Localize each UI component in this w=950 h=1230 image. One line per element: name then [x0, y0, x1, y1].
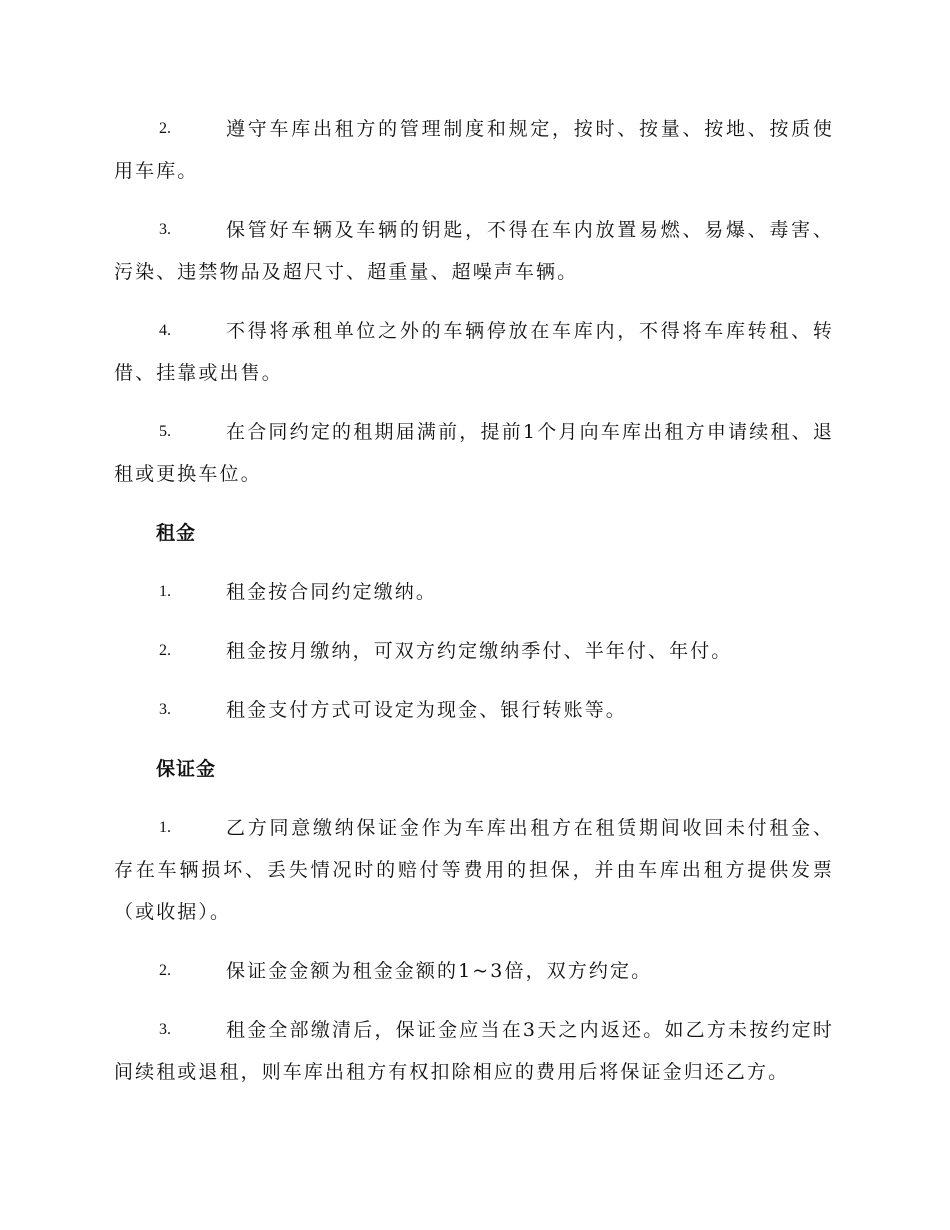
list-item — [114, 807, 834, 933]
item-text: 租金支付方式可设定为现金、银行转账等。 — [226, 699, 627, 721]
item-text: 在合同约定的租期届满前，提前1个月向车库出租方申请续租、退租或更换车位。 — [114, 421, 834, 485]
list-item — [114, 108, 834, 192]
section-heading-deposit: 保证金 — [156, 758, 217, 780]
item-number: 2. — [159, 962, 171, 979]
document-body — [114, 108, 834, 1110]
item-text: 不得将承租单位之外的车辆停放在车库内，不得将车库转租、转借、挂靠或出售。 — [114, 320, 834, 384]
item-text: 保证金金额为租金金额的1~3倍，双方约定。 — [226, 960, 653, 982]
item-text: 乙方同意缴纳保证金作为车库出租方在租赁期间收回未付租金、存在车辆损坏、丢失情况时的赔付等费用的担保，并由车库出租方提供发票（或收据）。 — [114, 817, 834, 923]
item-text: 租金按月缴纳，可双方约定缴纳季付、半年付、年付。 — [226, 640, 733, 662]
item-text: 租金全部缴清后，保证金应当在3天之内返还。如乙方未按约定时间续租或退租，则车库出租方有权扣除相应的费用后将保证金归还乙方。 — [114, 1019, 834, 1083]
list-item — [114, 571, 834, 613]
item-text: 租金按合同约定缴纳。 — [226, 581, 438, 603]
item-number: 2. — [159, 642, 171, 659]
item-number: 5. — [159, 423, 171, 440]
list-item — [114, 689, 834, 731]
list-item — [114, 950, 834, 992]
item-number: 2. — [159, 120, 171, 137]
item-text: 保管好车辆及车辆的钥匙，不得在车内放置易燃、易爆、毒害、污染、违禁物品及超尺寸、超重量、超噪声车辆。 — [114, 219, 834, 283]
item-number: 3. — [159, 701, 171, 718]
list-item — [114, 411, 834, 495]
item-number: 3. — [159, 1021, 171, 1038]
list-item — [114, 1009, 834, 1093]
item-number: 1. — [159, 819, 171, 836]
list-item — [114, 630, 834, 672]
section-heading-rent: 租金 — [156, 522, 197, 544]
item-number: 3. — [159, 221, 171, 238]
item-number: 1. — [159, 583, 171, 600]
list-item — [114, 209, 834, 293]
list-item — [114, 310, 834, 394]
item-number: 4. — [159, 322, 171, 339]
item-text: 遵守车库出租方的管理制度和规定，按时、按量、按地、按质使用车库。 — [114, 118, 834, 182]
